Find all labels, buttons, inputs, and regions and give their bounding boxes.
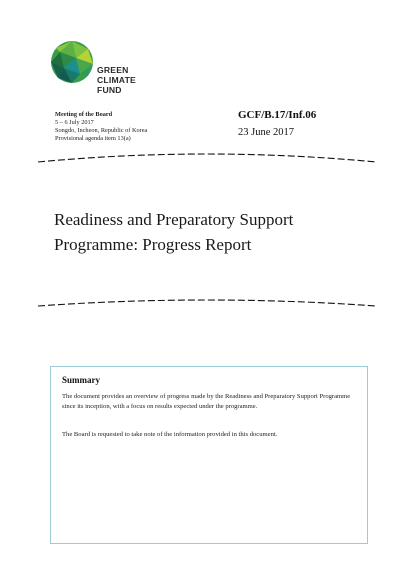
title-line-1: Readiness and Preparatory Support <box>54 210 294 229</box>
document-id: GCF/B.17/Inf.06 <box>238 109 317 121</box>
bottom-divider <box>38 296 376 310</box>
document-title <box>54 207 384 257</box>
title-line-2: Programme: Progress Report <box>54 235 252 254</box>
meeting-dates: 5 – 6 July 2017 <box>55 119 94 126</box>
logo-line-climate: CLIMATE <box>97 75 136 85</box>
summary-paragraph-1: The document provides an overview of progress made by the Readiness and Preparatory Support Programme since its inception, with a focus on results expected under the programme. <box>62 393 351 411</box>
meeting-agenda: Provisional agenda item 13(a) <box>55 135 131 142</box>
meeting-info <box>55 111 147 143</box>
logo-wordmark <box>97 65 136 95</box>
logo-line-green: GREEN <box>97 65 129 75</box>
logo-line-fund: FUND <box>97 85 122 95</box>
summary-heading: Summary <box>62 375 100 385</box>
summary-box <box>50 366 368 544</box>
green-climate-fund-logo-icon <box>50 40 94 84</box>
document-date: 23 June 2017 <box>238 127 294 138</box>
top-divider <box>38 150 376 164</box>
meeting-location: Songdo, Incheon, Republic of Korea <box>55 127 148 134</box>
summary-paragraph-2: The Board is requested to take note of the information provided in this document. <box>62 431 278 438</box>
meeting-title: Meeting of the Board <box>55 111 113 118</box>
